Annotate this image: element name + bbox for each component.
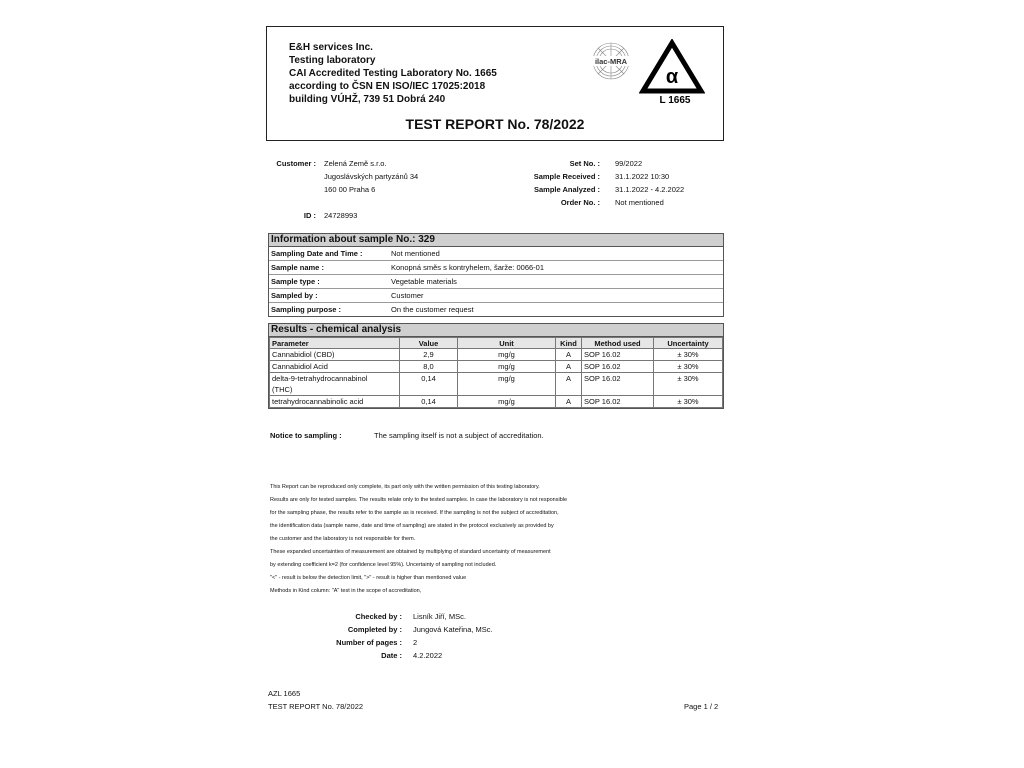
- info-value: Konopná směs s kontryhelem, šarže: 0066-01: [391, 263, 544, 272]
- results-header-row: [270, 338, 723, 349]
- cell-value: 2,9: [400, 349, 458, 361]
- disclaimer-line: for the sampling phase, the results refer to the sample as is received. If the sampling is not the subject of accreditation,: [270, 510, 559, 516]
- disclaimer-line: by extending coefficient k=2 (for confidence level 95%). Uncertainty of sampling not included.: [270, 562, 497, 568]
- info-key: Sampling purpose :: [271, 305, 342, 314]
- results-grid: [269, 337, 723, 408]
- cell-kind: A: [556, 361, 582, 373]
- table-row: [270, 373, 723, 396]
- lab-accreditation: CAI Accredited Testing Laboratory No. 1665: [289, 68, 497, 79]
- lab-standard: according to ČSN EN ISO/IEC 17025:2018: [289, 81, 486, 92]
- cell-parameter: tetrahydrocannabinolic acid: [270, 396, 400, 408]
- col-uncertainty: Uncertainty: [654, 338, 723, 349]
- date-label: Date :: [381, 651, 402, 660]
- cell-parameter: Cannabidiol Acid: [270, 361, 400, 373]
- info-row: [269, 247, 723, 261]
- notice-text: The sampling itself is not a subject of accreditation.: [374, 431, 544, 440]
- cell-uncertainty: ± 30%: [654, 373, 723, 396]
- disclaimer-line: the customer and the laboratory is not responsible for them.: [270, 536, 416, 542]
- customer-street: Jugoslávských partyzánů 34: [324, 172, 419, 181]
- col-method: Method used: [582, 338, 654, 349]
- info-key: Sample name :: [271, 263, 324, 272]
- footer-azl: AZL 1665: [268, 689, 301, 698]
- col-parameter: Parameter: [270, 338, 400, 349]
- cell-uncertainty: ± 30%: [654, 361, 723, 373]
- info-key: Sample type :: [271, 277, 320, 286]
- cell-parameter: [270, 373, 400, 396]
- checked-by-value: Lisník Jiří, MSc.: [413, 612, 466, 621]
- info-value: Vegetable materials: [391, 277, 457, 286]
- info-row: [269, 261, 723, 275]
- notice-label: Notice to sampling :: [270, 431, 342, 440]
- ilac-logo-text: ilac-MRA: [594, 57, 628, 66]
- cell-unit: mg/g: [458, 349, 556, 361]
- info-value: Not mentioned: [391, 249, 440, 258]
- set-no-value: 99/2022: [615, 159, 643, 168]
- table-row: [270, 361, 723, 373]
- disclaimer-line: These expanded uncertainties of measurement are obtained by multiplying of standard uncertainty of measurement: [270, 549, 551, 555]
- cell-parameter-line2: (THC): [272, 385, 293, 394]
- cell-uncertainty: ± 30%: [654, 396, 723, 408]
- customer-name: Zelená Země s.r.o.: [324, 159, 387, 168]
- cell-kind: A: [556, 396, 582, 408]
- completed-by-label: Completed by :: [347, 625, 402, 634]
- cell-unit: mg/g: [458, 373, 556, 396]
- cell-method: SOP 16.02: [582, 361, 654, 373]
- cell-uncertainty: ± 30%: [654, 349, 723, 361]
- disclaimer-line: "<" - result is below the detection limit, ">" - result is higher than mentioned value: [270, 575, 467, 581]
- cai-logo-text: L 1665: [659, 95, 691, 105]
- footer-page-number: Page 1 / 2: [684, 702, 719, 711]
- disclaimer-line: Methods in Kind column: "A" test in the scope of accreditation,: [270, 588, 422, 594]
- cell-method: SOP 16.02: [582, 396, 654, 408]
- lab-name: E&H services Inc.: [289, 42, 373, 53]
- cell-parameter: Cannabidiol (CBD): [270, 349, 400, 361]
- lab-address: building VÚHŽ, 739 51 Dobrá 240: [289, 94, 446, 105]
- footer-report-number: TEST REPORT No. 78/2022: [268, 702, 364, 711]
- info-row: [269, 275, 723, 289]
- col-value: Value: [400, 338, 458, 349]
- sample-info-rows: [269, 247, 723, 316]
- cell-method: SOP 16.02: [582, 373, 654, 396]
- sample-info-table: [268, 233, 724, 317]
- order-no-value: Not mentioned: [615, 198, 664, 207]
- svg-text:α: α: [665, 66, 679, 88]
- table-row: [270, 396, 723, 408]
- sample-received-value: 31.1.2022 10:30: [615, 172, 670, 181]
- cell-value: 8,0: [400, 361, 458, 373]
- info-row: [269, 289, 723, 303]
- info-key: Sampling Date and Time :: [271, 249, 363, 258]
- sample-analyzed-label: Sample Analyzed :: [534, 185, 600, 194]
- cell-method: SOP 16.02: [582, 349, 654, 361]
- customer-id-label: ID :: [303, 211, 316, 220]
- customer-label: Customer :: [276, 159, 316, 168]
- ilac-mra-logo: [585, 41, 637, 81]
- lab-type: Testing laboratory: [289, 55, 376, 66]
- disclaimer-line: Results are only for tested samples. The results relate only to the tested samples. In case the laboratory is not responsible: [270, 497, 568, 503]
- order-no-label: Order No. :: [560, 198, 600, 207]
- info-key: Sampled by :: [271, 291, 318, 300]
- number-of-pages-label: Number of pages :: [336, 638, 402, 647]
- table-row: [270, 349, 723, 361]
- info-value: Customer: [391, 291, 424, 300]
- customer-id: 24728993: [324, 211, 358, 220]
- cell-value: 0,14: [400, 373, 458, 396]
- info-value: On the customer request: [391, 305, 474, 314]
- cell-kind: A: [556, 349, 582, 361]
- sample-info-heading: Information about sample No.: 329: [269, 234, 723, 247]
- report-title: TEST REPORT No. 78/2022: [405, 116, 585, 132]
- cell-kind: A: [556, 373, 582, 396]
- completed-by-value: Jungová Kateřina, MSc.: [413, 625, 493, 634]
- col-unit: Unit: [458, 338, 556, 349]
- cell-parameter-line1: delta-9-tetrahydrocannabinol: [272, 374, 368, 383]
- sample-analyzed-value: 31.1.2022 - 4.2.2022: [615, 185, 685, 194]
- cell-unit: mg/g: [458, 396, 556, 408]
- sample-received-label: Sample Received :: [533, 172, 600, 181]
- cai-accreditation-logo: [639, 39, 705, 105]
- cell-value: 0,14: [400, 396, 458, 408]
- number-of-pages-value: 2: [413, 638, 418, 647]
- checked-by-label: Checked by :: [355, 612, 402, 621]
- disclaimer-line: This Report can be reproduced only complete, its part only with the written permission of this testing laboratory.: [270, 484, 540, 490]
- date-value: 4.2.2022: [413, 651, 443, 660]
- results-table: [268, 323, 724, 409]
- report-header: [266, 26, 724, 141]
- info-row: [269, 303, 723, 316]
- results-heading: Results - chemical analysis: [269, 324, 723, 337]
- col-kind: Kind: [556, 338, 582, 349]
- set-no-label: Set No. :: [569, 159, 600, 168]
- disclaimer-line: the identification data (sample name, date and time of sampling) are stated in the protocol exclusively as provided by: [270, 523, 554, 529]
- cell-unit: mg/g: [458, 361, 556, 373]
- customer-city: 160 00 Praha 6: [324, 185, 376, 194]
